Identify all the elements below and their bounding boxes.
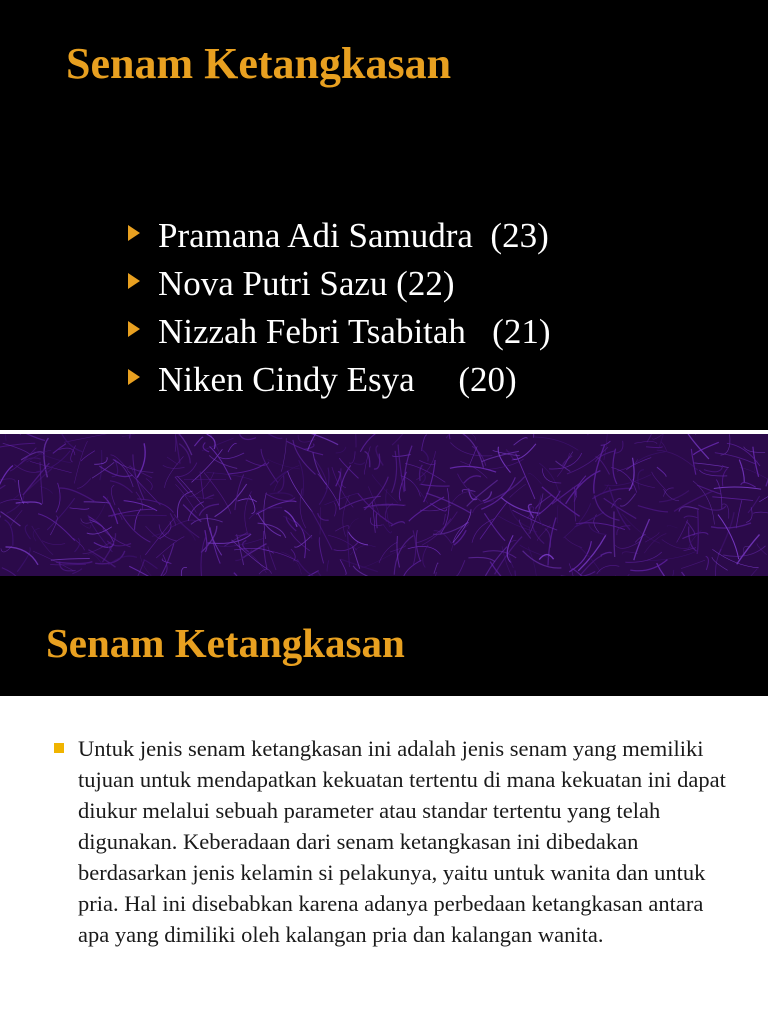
- member-name: Pramana Adi Samudra (23): [158, 216, 549, 255]
- arrow-bullet-icon: [128, 225, 140, 241]
- slide-2-title: Senam Ketangkasan: [46, 620, 405, 666]
- texture-fibre: [50, 564, 86, 565]
- slide-1-title: Senam Ketangkasan: [66, 39, 452, 88]
- member-item: [128, 260, 551, 308]
- member-item: [128, 356, 551, 404]
- member-item: [128, 308, 551, 356]
- purple-texture-band: [0, 434, 768, 576]
- member-list: [128, 212, 551, 404]
- arrow-bullet-icon: [128, 369, 140, 385]
- arrow-bullet-icon: [128, 321, 140, 337]
- member-item: [128, 212, 551, 260]
- member-name: Nova Putri Sazu (22): [158, 264, 455, 303]
- square-bullet-icon: [54, 743, 64, 753]
- body-paragraph: Untuk jenis senam ketangkasan ini adalah jenis senam yang memiliki tujuan untuk mendapatkan kekuatan tertentu di mana kekuatan ini dapat diukur melalui sebuah parameter atau standar tertentu yang telah digunakan. Keberadaan dari senam ketangkasan ini dibedakan berdasarkan jenis kelamin si pelakunya, yaitu untuk wanita dan untuk pria. Hal ini disebabkan karena adanya perbedaan ketangkasan antara apa yang dimiliki oleh kalangan pria dan kalangan wanita.: [78, 736, 726, 947]
- member-name: Nizzah Febri Tsabitah (21): [158, 312, 551, 351]
- texture-pattern: [0, 434, 768, 576]
- arrow-bullet-icon: [128, 273, 140, 289]
- member-name: Niken Cindy Esya (20): [158, 360, 517, 399]
